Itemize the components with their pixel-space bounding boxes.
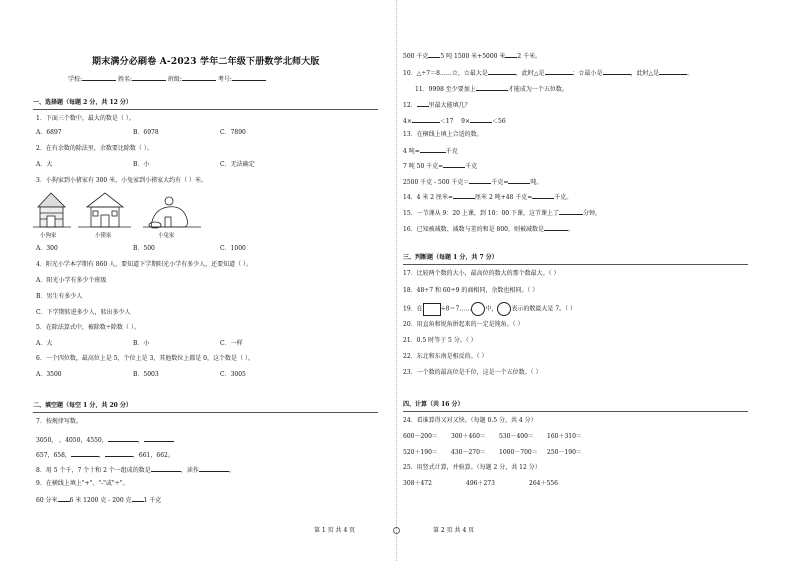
q24-row-2-item-3: 1000－700＝ [499, 449, 538, 456]
q19: 19．在 ÷8＝7…… 中， 表示的数最大是 7。（ ） [403, 302, 576, 316]
footer-page-2: 第 2 页 共 4 页 [433, 527, 475, 534]
q6-option-c[interactable]: C．3005 [220, 371, 246, 378]
q7-blank[interactable] [71, 451, 99, 457]
q4-option-a[interactable]: A．阳光小学有多少个班级 [36, 277, 107, 284]
q9-blank[interactable] [132, 496, 144, 502]
q15: 15．一节课从 9：20 上课，到 10：00 下课，这节课上了 分钟。 [403, 210, 602, 217]
q3-stem: 3．小狗家到小猪家有 300 米，小兔家到小猪家大约有（ ）米。 [36, 177, 207, 184]
q10-blank[interactable] [488, 69, 516, 75]
q4-stem: 4．阳光小学本学期有 860 人，要知道下学期阳光小学有多少人，还要知道（ ）。 [36, 261, 252, 268]
q5-option-a[interactable]: A．大 [36, 340, 53, 347]
q3-picture [33, 189, 213, 239]
q19-square-box[interactable] [423, 303, 441, 316]
q8-number-blank[interactable] [151, 466, 181, 472]
section-divider [403, 411, 748, 412]
q6-stem: 6．一个四位数，最高位上是 5，个位上是 3，其他数位上都是 0，这个数是（ ）。 [36, 355, 254, 362]
rabbit-house-icon [143, 197, 201, 228]
q4-option-c[interactable]: C．下学期转进多少人，转出多少人 [36, 309, 131, 316]
q7-stem: 7．按规律写数。 [36, 418, 82, 425]
q9-continued: 500 千克 5 吨 1500 米+5000 米 2 千米。 [403, 53, 542, 60]
q12-blank[interactable] [470, 117, 492, 123]
q10: 10．△÷7＝8……☆，☆最大是 ，此时△是 ；☆最小是 ，此时△是 。 [403, 70, 694, 77]
q25-item-2: 496＋273 [466, 480, 495, 487]
q9-line: 60 分米 6 米 1200 克 - 200 克 1 千克 [36, 497, 162, 504]
q16: 16．已知被减数、减数与差的和是 800，则被减数是 。 [403, 226, 575, 233]
q1-option-a[interactable]: A．6897 [36, 129, 62, 136]
q25-stem: 25．用竖式计算，并验算。（每题 2 分，共 12 分） [403, 464, 541, 471]
student-info-row: 学校: 姓名: 班级: 考号: [68, 75, 266, 84]
q5-option-c[interactable]: C．一样 [220, 340, 243, 347]
name-field[interactable] [132, 75, 166, 81]
page-right [397, 0, 794, 561]
q3-option-b[interactable]: B．500 [133, 245, 155, 252]
exam-number-field[interactable] [232, 75, 266, 81]
class-field[interactable] [182, 75, 216, 81]
q18: 18．48÷7 和 60÷9 的商相同，余数也相同。（ ） [403, 287, 539, 294]
q24-stem: 24．看谁算得又对又快。（每题 0.5 分，共 4 分） [403, 417, 537, 424]
pig-house-icon [78, 193, 131, 227]
q24-row-2-item-2: 430－270＝ [451, 449, 486, 456]
section-divider [403, 264, 748, 265]
q11: 11．9998 至少要加上 才能成为一个五位数。 [415, 86, 568, 93]
q10-blank[interactable] [545, 69, 573, 75]
q13-line-1: 4 吨= 千克 [403, 148, 458, 155]
q14-blank[interactable] [532, 193, 554, 199]
section-calc-title: 四、计算（共 16 分） [403, 401, 464, 408]
q24-row-1-item-4: 160＋310＝ [547, 433, 582, 440]
q1-option-b[interactable]: B．6978 [133, 129, 159, 136]
q24-row-1-item-2: 300＋460＝ [451, 433, 486, 440]
q9-stem: 9．在横线上填上"+"、"-"或"÷"。 [36, 480, 129, 487]
q5-option-b[interactable]: B．小 [133, 340, 150, 347]
q10-blank[interactable] [659, 69, 687, 75]
q14: 14．4 米 2 厘米= 厘米 2 吨+48 千克= 千克。 [403, 194, 573, 201]
q4-option-b[interactable]: B．男生有多少人 [36, 293, 83, 300]
q25-item-1: 308＋472 [403, 480, 432, 487]
q8-reading-blank[interactable] [199, 466, 229, 472]
q22: 22．东北和东南是相反的。（ ） [403, 353, 488, 360]
caption-pig-house: 小猪家 [95, 233, 112, 239]
q9-blank[interactable] [428, 52, 440, 58]
q13-blank[interactable] [443, 162, 465, 168]
q6-option-a[interactable]: A．3500 [36, 371, 62, 378]
q12-line: 4× ＜17 9× ＜56 [403, 118, 506, 125]
q23: 23．一个数的最高位是千位，这是一个五位数。（ ） [403, 369, 542, 376]
q3-option-c[interactable]: C．1000 [220, 245, 246, 252]
q13-blank[interactable] [469, 178, 491, 184]
q25-item-3: 264＋556 [529, 480, 558, 487]
q9-blank[interactable] [505, 52, 517, 58]
q15-blank[interactable] [559, 209, 583, 215]
q7-line-1: 3050， ，4050，4550， ， [36, 436, 174, 445]
q2-option-b[interactable]: B．小 [133, 161, 150, 168]
q10-blank[interactable] [603, 69, 631, 75]
q12-blank [417, 101, 429, 107]
section-divider [33, 109, 378, 110]
section-judge-title: 三、判断题（每题 1 分，共 7 分） [403, 254, 498, 261]
school-field[interactable] [82, 75, 116, 81]
q12: 12． 里最大能填几？ [403, 102, 471, 109]
q16-blank[interactable] [544, 225, 568, 231]
q7-line-2: 657，658， ， ，661，662。 [36, 452, 174, 459]
q20: 20．用直角和锐角拼起来的一定是钝角。（ ） [403, 321, 524, 328]
dog-house-icon [33, 193, 71, 227]
section-choice-title: 一、选择题（每题 2 分，共 12 分） [33, 99, 132, 106]
q6-option-b[interactable]: B．5003 [133, 371, 159, 378]
q17: 17．比较两个数的大小，最高位的数大的那个数最大。（ ） [403, 270, 560, 277]
q7-blank[interactable] [108, 436, 138, 442]
q1-stem: 1．下面三个数中，最大的数是（ ）。 [36, 115, 135, 122]
q19-circle[interactable] [497, 302, 511, 316]
q7-blank[interactable] [105, 451, 133, 457]
q21: 21．0.5 时等于 5 分。（ ） [403, 337, 477, 344]
q24-row-2-item-1: 520＋190＝ [403, 449, 438, 456]
q2-option-c[interactable]: C．无法确定 [220, 161, 255, 168]
q13-stem: 13．在横线上填上合适的数。 [403, 131, 483, 138]
caption-dog-house: 小狗家 [40, 233, 57, 239]
q2-stem: 2．在有余数的除法里，余数要比除数（ ）。 [36, 145, 153, 152]
q24-row-1-item-3: 530－400＝ [499, 433, 534, 440]
q1-option-c[interactable]: C．7890 [220, 129, 246, 136]
section-divider [33, 412, 378, 413]
footer-page-1: 第 1 页 共 4 页 [314, 527, 356, 534]
q24-row-1-item-1: 600－200＝ [403, 433, 438, 440]
q14-blank[interactable] [453, 193, 475, 199]
section-fill-title: 二、填空题（每空 1 分，共 20 分） [33, 402, 132, 409]
q5-stem: 5．在除法算式中，被除数÷除数（ ）。 [36, 324, 140, 331]
caption-rabbit-house: 小兔家 [158, 233, 175, 239]
q12-blank[interactable] [412, 117, 440, 123]
q13-line-3: 2500 千克 - 500 千克＝ 千克= 吨。 [403, 179, 543, 186]
q13-blank[interactable] [420, 147, 446, 153]
q2-option-a[interactable]: A．大 [36, 161, 53, 168]
q8: 8．用 5 个千，7 个十和 2 个一组成的数是 ，读作 。 [36, 467, 235, 474]
q9-blank[interactable] [58, 496, 70, 502]
q7-blank[interactable] [144, 436, 174, 442]
q13-line-2: 7 吨 50 千克= 千克 [403, 163, 478, 170]
q11-blank[interactable] [476, 85, 508, 91]
exam-title: 期末满分必刷卷 A-2023 学年二年级下册数学北师大版 [92, 57, 320, 67]
q24-row-2-item-4: 250－190＝ [547, 449, 582, 456]
q13-blank[interactable] [508, 178, 530, 184]
q3-option-a[interactable]: A．300 [36, 245, 58, 252]
q19-circle[interactable] [471, 302, 485, 316]
